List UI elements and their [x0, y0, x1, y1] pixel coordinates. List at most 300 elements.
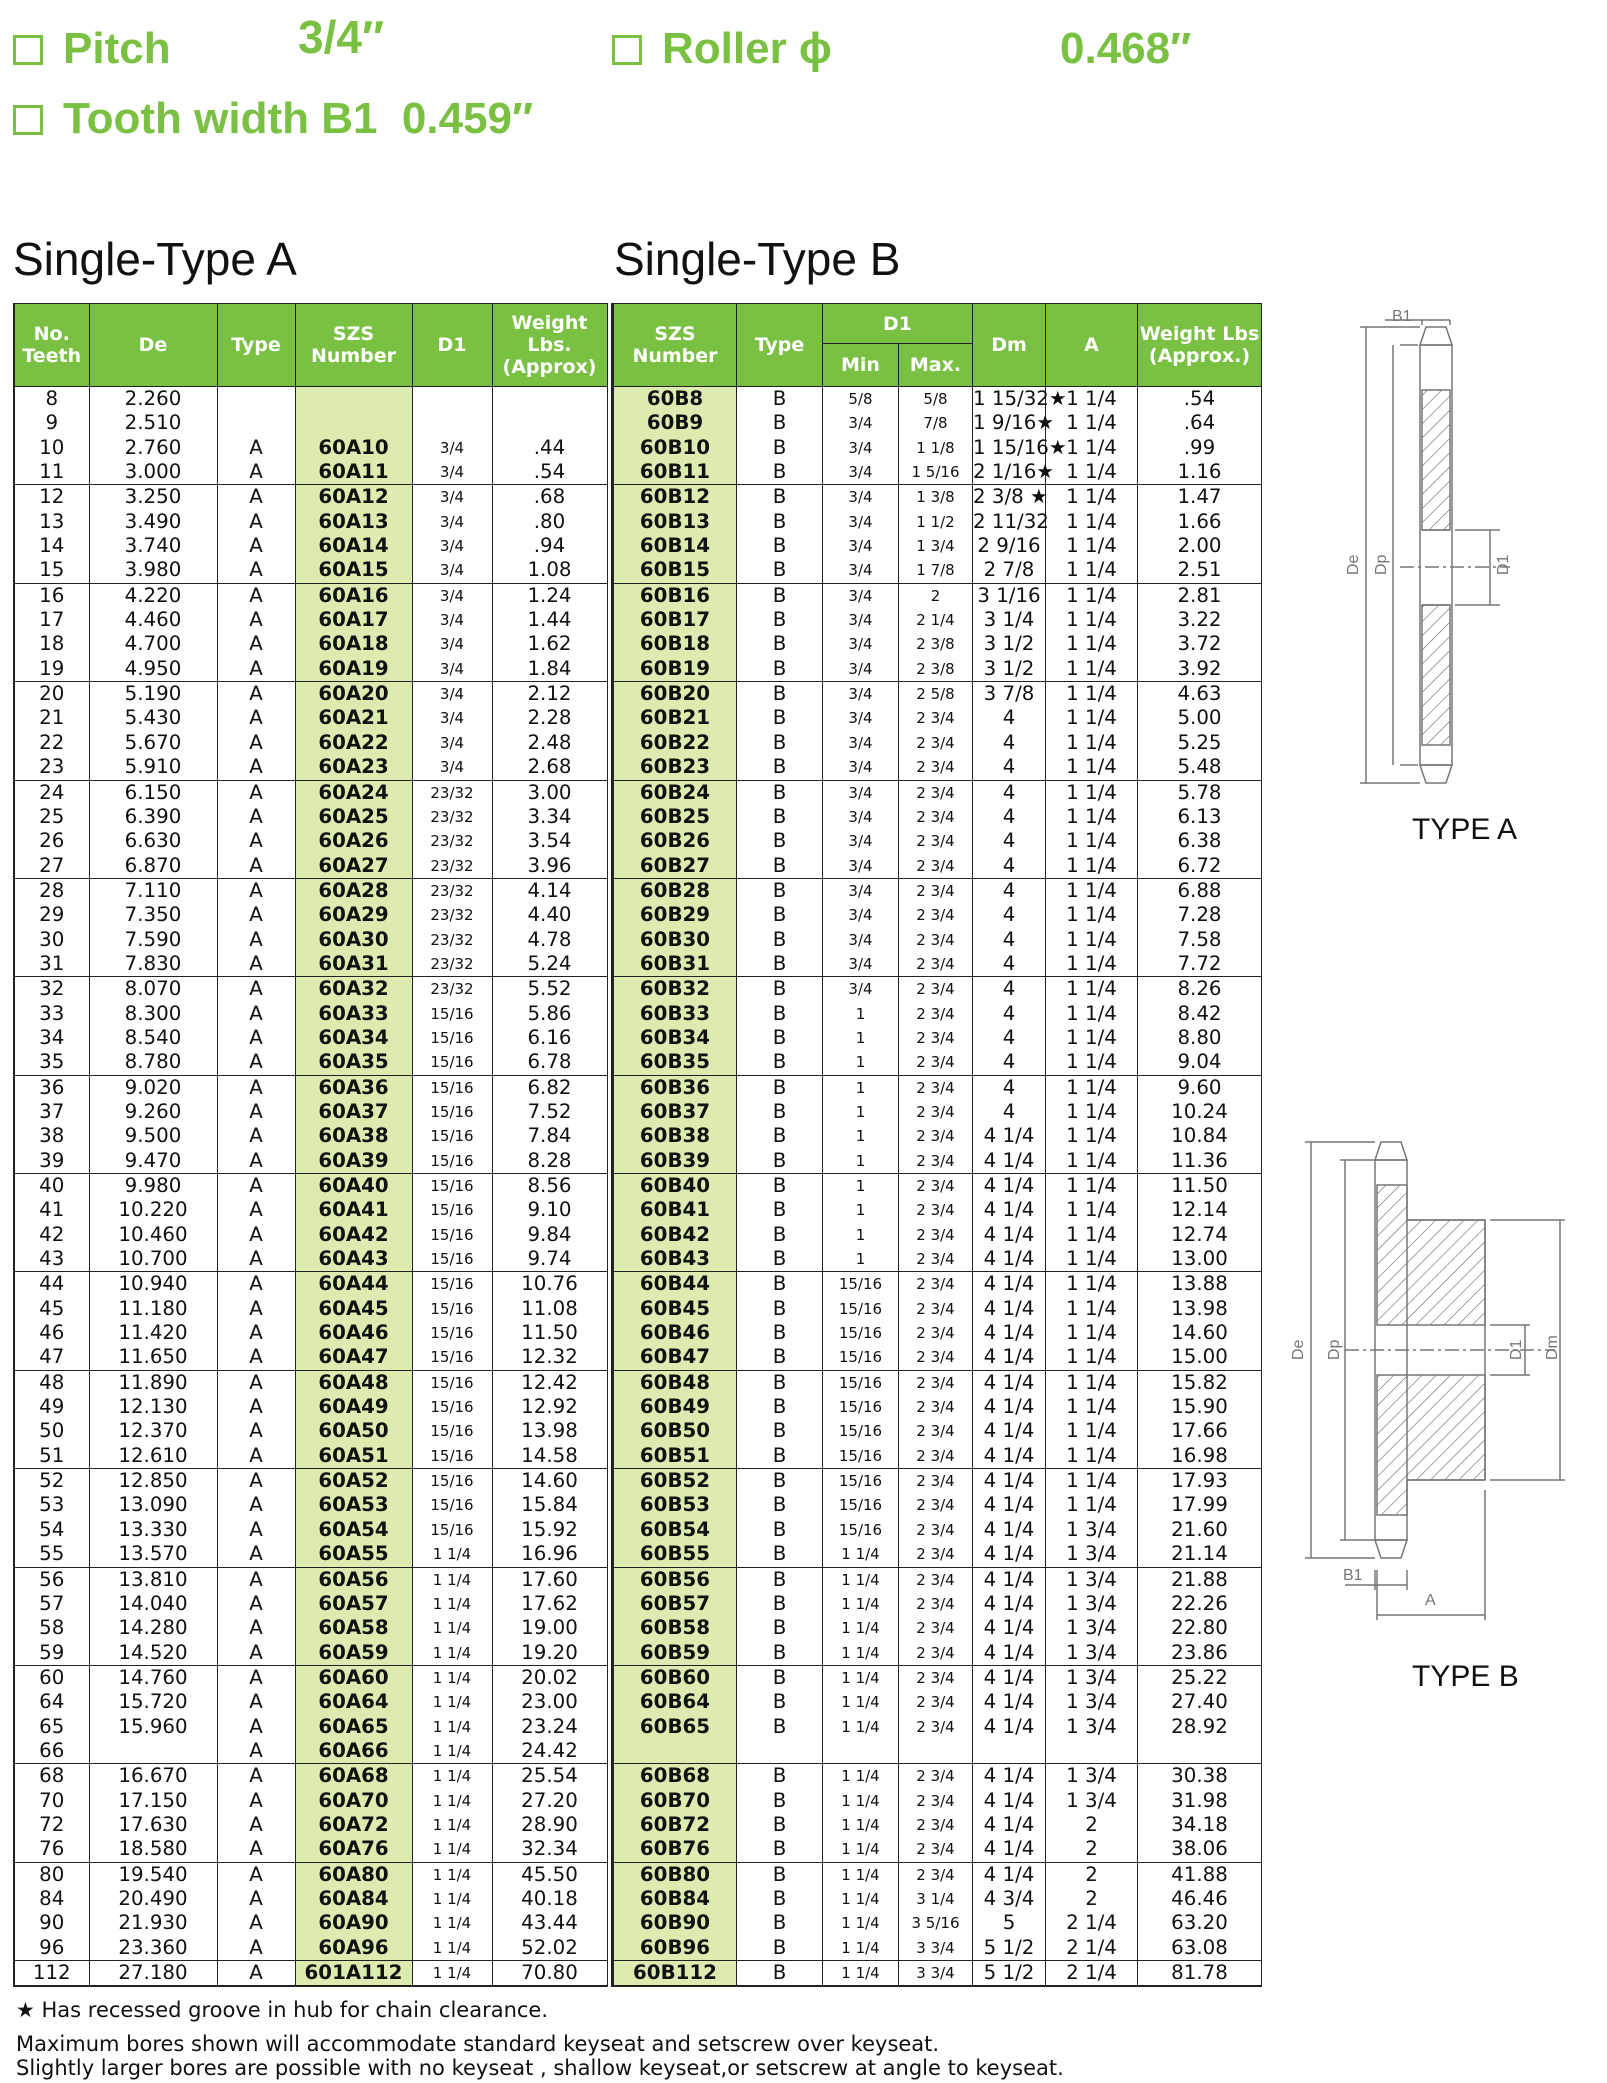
table-cell: 57 [14, 1592, 89, 1616]
table-row [14, 1616, 607, 1640]
table-row [613, 854, 1262, 879]
table-cell: A [217, 1395, 295, 1419]
table-cell: 3/4 [823, 706, 899, 730]
table-row [613, 1961, 1262, 1987]
table-cell: 1 1/4 [1046, 1198, 1138, 1222]
table-cell: 12.92 [492, 1395, 607, 1419]
table-cell: 15.84 [492, 1493, 607, 1517]
table-cell: 1 1/4 [823, 1616, 899, 1640]
table-cell: 14 [14, 534, 89, 558]
table-cell: 34 [14, 1026, 89, 1050]
table-cell: 90 [14, 1911, 89, 1935]
table-cell: 23/32 [412, 878, 492, 903]
table-row [613, 952, 1262, 977]
table-cell: 15/16 [823, 1297, 899, 1321]
table-cell: 60A58 [295, 1616, 412, 1640]
table-cell: A [217, 1321, 295, 1345]
table-cell: 60B17 [613, 608, 737, 632]
table-cell: 3.490 [89, 510, 217, 534]
table-cell: 60A68 [295, 1764, 412, 1789]
roller-spec [612, 24, 832, 74]
table-row [14, 1567, 607, 1592]
b1-dim-label: B1 [1392, 308, 1412, 325]
table-cell: 7.830 [89, 952, 217, 977]
table-row [613, 1272, 1262, 1297]
table-row [14, 1715, 607, 1739]
table-cell: 60A28 [295, 878, 412, 903]
table-cell: 60B112 [613, 1961, 737, 1987]
table-cell: 15/16 [412, 1002, 492, 1026]
table-cell: A [217, 1050, 295, 1075]
table-cell: 60A19 [295, 657, 412, 682]
table-cell: 3/4 [823, 534, 899, 558]
table-cell: 1 1/4 [1046, 1419, 1138, 1443]
table-cell: 3 1/4 [973, 608, 1046, 632]
table-cell: A [217, 1715, 295, 1739]
table-cell: A [217, 1272, 295, 1297]
table-cell: 4 1/4 [973, 1174, 1046, 1199]
table-cell: 60A26 [295, 829, 412, 853]
table-cell: 15.92 [492, 1518, 607, 1542]
table-row [613, 632, 1262, 656]
table-cell: 70 [14, 1789, 89, 1813]
table-row [613, 1542, 1262, 1567]
table-cell: 11.08 [492, 1297, 607, 1321]
table-cell: 6.78 [492, 1050, 607, 1075]
table-cell: 60A45 [295, 1297, 412, 1321]
table-cell: 3.250 [89, 485, 217, 510]
table-cell: 3/4 [823, 657, 899, 682]
bore-note-2: Slightly larger bores are possible with no keyseat , shallow keyseat,or setscrew at angle to keyseat. [16, 2056, 1064, 2080]
bore-note-1: Maximum bores shown will accommodate standard keyseat and setscrew over keyseat. [16, 2032, 940, 2056]
table-cell: 3/4 [412, 731, 492, 755]
table-cell: 10 [14, 436, 89, 460]
table-cell: 3.00 [492, 780, 607, 805]
table-cell: 3/4 [412, 534, 492, 558]
table-cell: 1 1/4 [412, 1936, 492, 1961]
table-cell: 60 [14, 1665, 89, 1690]
type-a-table [13, 303, 608, 1987]
table-cell: 14.60 [1138, 1321, 1262, 1345]
tooth-width-spec [13, 94, 533, 144]
table-cell: 1 1/4 [823, 1764, 899, 1789]
table-cell: A [217, 534, 295, 558]
table-cell: 60B16 [613, 583, 737, 608]
table-cell: 1 3/4 [1046, 1690, 1138, 1714]
table-cell: 13.98 [1138, 1297, 1262, 1321]
table-cell: 1 1/4 [1046, 1223, 1138, 1247]
table-cell: 112 [14, 1961, 89, 1987]
table-cell: B [737, 1149, 823, 1174]
table-cell: 4 [973, 1002, 1046, 1026]
table-cell: 4.220 [89, 583, 217, 608]
table-cell: 60B39 [613, 1149, 737, 1174]
table-cell: 1 1/4 [1046, 1370, 1138, 1395]
table-cell: 60A44 [295, 1272, 412, 1297]
table-cell: 12.14 [1138, 1198, 1262, 1222]
table-cell: 1 3/4 [1046, 1567, 1138, 1592]
checkbox-icon [13, 35, 43, 65]
table-cell: B [737, 1124, 823, 1148]
table-cell: 32 [14, 977, 89, 1002]
table-cell: 3.72 [1138, 632, 1262, 656]
type-b-drawing [1285, 1130, 1595, 1630]
table-cell: 15.90 [1138, 1395, 1262, 1419]
table-cell: B [737, 854, 823, 879]
table-cell: A [217, 1641, 295, 1666]
table-cell: 4.63 [1138, 682, 1262, 707]
table-cell: 60B9 [613, 411, 737, 435]
table-cell: 18.580 [89, 1837, 217, 1862]
table-cell: 1 1/4 [412, 1837, 492, 1862]
table-cell: 2 3/4 [899, 1124, 973, 1148]
table-cell: A [217, 1739, 295, 1764]
table-cell: 23.24 [492, 1715, 607, 1739]
table-cell: 1 1/4 [412, 1862, 492, 1887]
table-cell: 15/16 [823, 1444, 899, 1469]
table-cell: 60A70 [295, 1789, 412, 1813]
table-cell: 18 [14, 632, 89, 656]
table-row [613, 1174, 1262, 1199]
table-cell: A [217, 558, 295, 583]
table-cell: 1 3/4 [1046, 1518, 1138, 1542]
table-cell: 6.16 [492, 1026, 607, 1050]
table-cell: B [737, 1075, 823, 1100]
table-cell: 60B8 [613, 387, 737, 412]
table-cell: 15/16 [823, 1272, 899, 1297]
table-row [14, 1961, 607, 1987]
table-cell: 1 1/4 [1046, 608, 1138, 632]
table-row [14, 1247, 607, 1272]
table-cell: 28.92 [1138, 1715, 1262, 1739]
table-cell: 4 [973, 903, 1046, 927]
table-cell: 59 [14, 1641, 89, 1666]
table-cell: 2 1/4 [1046, 1911, 1138, 1935]
table-cell: 17.60 [492, 1567, 607, 1592]
table-cell: 23.86 [1138, 1641, 1262, 1666]
table-cell: 60B76 [613, 1837, 737, 1862]
table-cell: 1 1/4 [1046, 1174, 1138, 1199]
table-cell: 2 3/8 [899, 632, 973, 656]
table-row [613, 1592, 1262, 1616]
table-cell: B [737, 1961, 823, 1987]
table-cell: 3/4 [412, 558, 492, 583]
table-row [613, 1789, 1262, 1813]
table-cell: 1 1/4 [1046, 534, 1138, 558]
table-cell: 15/16 [412, 1321, 492, 1345]
table-cell: 2 3/4 [899, 706, 973, 730]
table-cell: 7.28 [1138, 903, 1262, 927]
table-row [14, 1813, 607, 1837]
table-cell: 8.56 [492, 1174, 607, 1199]
table-cell: 1 1/4 [1046, 1026, 1138, 1050]
table-row [14, 1789, 607, 1813]
table-row [613, 510, 1262, 534]
table-cell: 2 3/4 [899, 1247, 973, 1272]
table-row [613, 1764, 1262, 1789]
table-cell: 15/16 [823, 1469, 899, 1494]
table-row [613, 411, 1262, 435]
table-cell: 2 3/4 [899, 1345, 973, 1370]
table-cell: B [737, 977, 823, 1002]
table-cell: 1 1/4 [1046, 436, 1138, 460]
table-row [613, 1739, 1262, 1764]
table-cell: 4 1/4 [973, 1764, 1046, 1789]
table-cell: 60B50 [613, 1419, 737, 1443]
table-cell: 60A11 [295, 460, 412, 485]
table-cell: A [217, 1764, 295, 1789]
table-cell: 1 1/4 [1046, 1124, 1138, 1148]
table-cell: 7.84 [492, 1124, 607, 1148]
table-cell: 2 3/4 [899, 755, 973, 780]
table-cell: A [217, 1690, 295, 1714]
table-cell: 3/4 [823, 460, 899, 485]
table-cell: 60B21 [613, 706, 737, 730]
table-cell: 9.500 [89, 1124, 217, 1148]
table-row [613, 583, 1262, 608]
table-cell: 2 3/4 [899, 780, 973, 805]
table-cell: B [737, 510, 823, 534]
table-cell: 16.670 [89, 1764, 217, 1789]
table-cell: 23.360 [89, 1936, 217, 1961]
table-row [613, 436, 1262, 460]
table-cell: 3/4 [412, 436, 492, 460]
table-cell: 54 [14, 1518, 89, 1542]
table-cell: A [217, 1345, 295, 1370]
table-cell: 1.62 [492, 632, 607, 656]
table-cell: 15/16 [412, 1174, 492, 1199]
table-cell: 17 [14, 608, 89, 632]
table-cell: 23/32 [412, 854, 492, 879]
table-cell: 9.04 [1138, 1050, 1262, 1075]
table-cell: 11.36 [1138, 1149, 1262, 1174]
table-cell: A [217, 780, 295, 805]
table-cell: 14.760 [89, 1665, 217, 1690]
table-cell: 60B46 [613, 1321, 737, 1345]
header-b-type: Type [737, 304, 823, 387]
table-cell: 60A24 [295, 780, 412, 805]
table-cell: 65 [14, 1715, 89, 1739]
table-row [613, 608, 1262, 632]
table-cell: 60B19 [613, 657, 737, 682]
table-cell: 60B27 [613, 854, 737, 879]
table-cell: 2.51 [1138, 558, 1262, 583]
table-cell: 1 5/16 [899, 460, 973, 485]
table-cell: 4 1/4 [973, 1272, 1046, 1297]
table-cell: A [217, 854, 295, 879]
table-cell: 1 1/4 [412, 1715, 492, 1739]
table-cell: 21.60 [1138, 1518, 1262, 1542]
table-cell: 2 3/8 ★ [973, 485, 1048, 509]
table-cell: A [217, 731, 295, 755]
table-cell: 2.81 [1138, 583, 1262, 608]
table-cell: 2 3/4 [899, 1050, 973, 1075]
table-cell: 5 1/2 [973, 1936, 1046, 1961]
table-cell: B [737, 780, 823, 805]
table-cell: 2 3/4 [899, 1370, 973, 1395]
table-cell: 1 1/4 [1046, 485, 1138, 510]
table-cell: 40 [14, 1174, 89, 1199]
table-cell: 3/4 [412, 657, 492, 682]
table-cell: 2 3/4 [899, 1493, 973, 1517]
header-weight: Weight Lbs. (Approx) [492, 304, 607, 387]
table-row [613, 1641, 1262, 1666]
table-cell: 4 1/4 [973, 1345, 1046, 1370]
table-cell: 19 [14, 657, 89, 682]
table-cell: 1 1/4 [412, 1616, 492, 1640]
table-cell: 5.52 [492, 977, 607, 1002]
table-row [613, 485, 1262, 510]
table-row [14, 632, 607, 656]
table-cell: 1 1/4 [1046, 1149, 1138, 1174]
table-cell: 5/8 [823, 387, 899, 412]
table-cell: 40.18 [492, 1887, 607, 1911]
table-cell: B [737, 1395, 823, 1419]
table-cell: 1 1/4 [823, 1837, 899, 1862]
table-cell: 60B72 [613, 1813, 737, 1837]
a-dim-label: A [1425, 1592, 1436, 1609]
table-cell: B [737, 1936, 823, 1961]
table-cell: 15/16 [412, 1444, 492, 1469]
table-cell: 4 [973, 1026, 1046, 1050]
table-cell: 3.22 [1138, 608, 1262, 632]
table-cell: 1 1/4 [1046, 411, 1138, 435]
table-row [613, 1911, 1262, 1935]
table-cell: 2 [1046, 1862, 1138, 1887]
table-cell: 60A49 [295, 1395, 412, 1419]
table-cell: 3/4 [823, 510, 899, 534]
table-cell: 60B96 [613, 1936, 737, 1961]
table-cell: 6.630 [89, 829, 217, 853]
table-cell: 1 1/4 [823, 1813, 899, 1837]
table-cell: 2 3/4 [899, 1518, 973, 1542]
table-cell: 60A40 [295, 1174, 412, 1199]
table-cell: 1 3/4 [1046, 1542, 1138, 1567]
table-row [613, 1247, 1262, 1272]
table-cell: 60B41 [613, 1198, 737, 1222]
table-cell: 52.02 [492, 1936, 607, 1961]
table-cell: 1 1/4 [412, 1665, 492, 1690]
table-cell: 1 [823, 1124, 899, 1148]
table-cell: 10.940 [89, 1272, 217, 1297]
table-cell: B [737, 1616, 823, 1640]
table-row [14, 1026, 607, 1050]
table-row [613, 387, 1262, 412]
table-cell: 3/4 [412, 510, 492, 534]
table-cell: 6.390 [89, 805, 217, 829]
table-cell [899, 1739, 973, 1764]
table-cell: B [737, 805, 823, 829]
table-cell: 14.58 [492, 1444, 607, 1469]
table-row [613, 1887, 1262, 1911]
table-row [14, 1075, 607, 1100]
table-cell: 3/4 [823, 558, 899, 583]
table-cell: 10.700 [89, 1247, 217, 1272]
table-cell: 60B51 [613, 1444, 737, 1469]
table-cell: 15/16 [823, 1419, 899, 1443]
table-cell: 60B48 [613, 1370, 737, 1395]
table-cell: 4 1/4 [973, 1370, 1046, 1395]
table-cell: 2.48 [492, 731, 607, 755]
table-cell: 1 3/4 [899, 534, 973, 558]
table-row [613, 1936, 1262, 1961]
table-cell: 4 1/4 [973, 1616, 1046, 1640]
table-row [613, 1321, 1262, 1345]
table-cell: 60B52 [613, 1469, 737, 1494]
table-cell: 4 [973, 854, 1046, 879]
table-cell: 1 [823, 1002, 899, 1026]
table-row [613, 1075, 1262, 1100]
table-cell: 3 1/2 [973, 632, 1046, 656]
table-cell: 46 [14, 1321, 89, 1345]
table-cell: 1 [823, 1247, 899, 1272]
table-cell: 1 1/4 [412, 1739, 492, 1764]
table-cell: 3.740 [89, 534, 217, 558]
table-cell: 2.12 [492, 682, 607, 707]
table-cell: 60B38 [613, 1124, 737, 1148]
table-cell: 60B28 [613, 878, 737, 903]
table-cell: 17.93 [1138, 1469, 1262, 1494]
table-cell: B [737, 1542, 823, 1567]
table-cell: A [217, 755, 295, 780]
table-row [14, 1297, 607, 1321]
table-cell: 1 1/4 [823, 1936, 899, 1961]
table-cell: 58 [14, 1616, 89, 1640]
table-cell: 15/16 [412, 1345, 492, 1370]
table-cell: B [737, 1592, 823, 1616]
table-cell: 2.760 [89, 436, 217, 460]
table-cell: 1 1/4 [1046, 387, 1138, 412]
table-cell: 4 1/4 [973, 1493, 1046, 1517]
table-cell: A [217, 632, 295, 656]
table-cell: 1 7/8 [899, 558, 973, 583]
table-cell: A [217, 1837, 295, 1862]
table-cell: 2 3/4 [899, 1026, 973, 1050]
table-cell: 4 1/4 [973, 1518, 1046, 1542]
table-cell: B [737, 1272, 823, 1297]
table-cell: 3/4 [823, 583, 899, 608]
table-row [14, 436, 607, 460]
table-cell: 1 1/4 [412, 1887, 492, 1911]
table-cell: 60A23 [295, 755, 412, 780]
table-cell: 601A112 [295, 1961, 412, 1987]
table-cell: 3/4 [823, 952, 899, 977]
table-cell: B [737, 1223, 823, 1247]
table-cell: .94 [492, 534, 607, 558]
table-cell: 23.00 [492, 1690, 607, 1714]
table-cell: 60B31 [613, 952, 737, 977]
table-cell: 60A59 [295, 1641, 412, 1666]
table-cell: 15/16 [823, 1345, 899, 1370]
table-cell: 1 1/4 [1046, 682, 1138, 707]
table-cell [613, 1739, 737, 1764]
table-cell: 15/16 [412, 1493, 492, 1517]
table-row [14, 903, 607, 927]
table-cell: 9.260 [89, 1100, 217, 1124]
type-a-label: TYPE A [1412, 813, 1518, 846]
table-cell: 23/32 [412, 903, 492, 927]
table-row [14, 1469, 607, 1494]
table-cell: 1 1/2 [899, 510, 973, 534]
table-cell: 5.190 [89, 682, 217, 707]
table-cell: A [217, 1149, 295, 1174]
table-cell: 1 15/16★ [973, 435, 1067, 459]
header-b-min: Min [823, 344, 899, 387]
table-cell: 3/4 [823, 805, 899, 829]
table-cell: 7.58 [1138, 928, 1262, 952]
table-row [14, 1223, 607, 1247]
table-cell: 4 1/4 [973, 1862, 1046, 1887]
